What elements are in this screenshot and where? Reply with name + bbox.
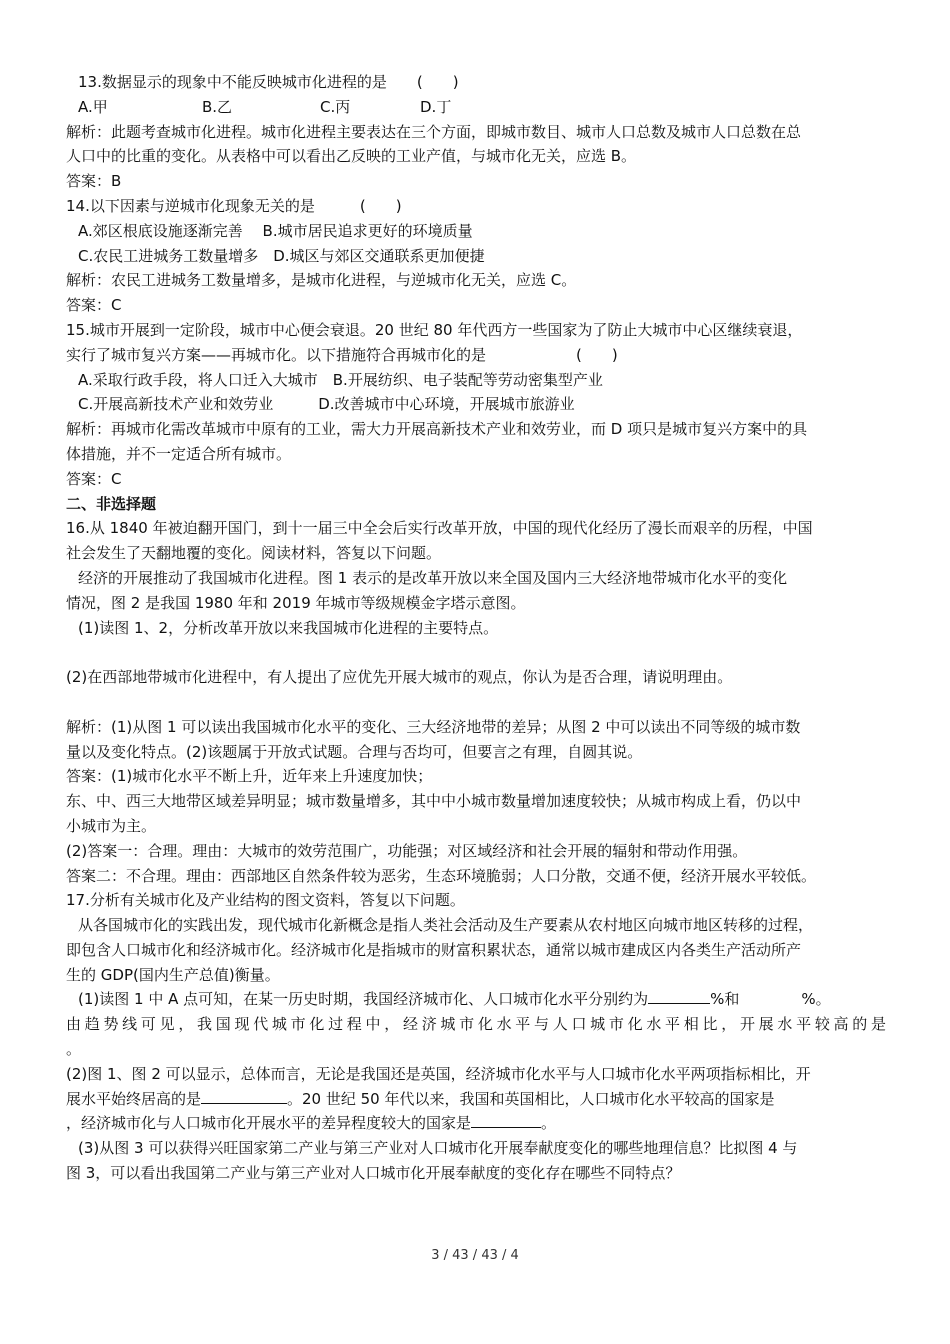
q16-answer-line3: 小城市为主。 bbox=[66, 816, 157, 835]
answer-blank[interactable] bbox=[648, 988, 710, 1004]
q13-option-c: C.丙 bbox=[320, 97, 351, 116]
q17-sub2-line2 bbox=[66, 1087, 886, 1112]
q15-stem-line1: 15.城市开展到一定阶段，城市中心便会衰退。20 世纪 80 年代西方一些国家为了防止大城市中心区继续衰退， bbox=[66, 320, 803, 339]
q17-stem: 17.分析有关城市化及产业结构的图文资料，答复以下问题。 bbox=[66, 891, 465, 910]
q15-options-line1: A.采取行政手段，将人口迁入大城市 B.开展纺织、电子装配等劳动密集型产业 bbox=[78, 370, 603, 389]
q17-sub1-line3: 。 bbox=[66, 1040, 82, 1059]
q14-stem: 14.以下因素与逆城市化现象无关的是 ( ) bbox=[66, 196, 402, 215]
q14-options-line1: A.郊区根底设施逐渐完善 B.城市居民追求更好的环境质量 bbox=[78, 221, 473, 240]
q17-sub2-text-a: 展水平始终居高的是 bbox=[66, 1089, 202, 1108]
q16-material-line2: 情况，图 2 是我国 1980 年和 2019 年城市等级规模金字塔示意图。 bbox=[66, 593, 526, 612]
q17-sub3-line2: 图 3，可以看出我国第二产业与第三产业对人口城市化开展奉献度的变化存在哪些不同特点？ bbox=[66, 1164, 681, 1183]
q17-sub1-line1 bbox=[66, 987, 886, 1012]
q16-answer-line4: (2)答案一：合理。理由：大城市的效劳范围广，功能强；对区域经济和社会开展的辐射和带动作用强。 bbox=[66, 841, 748, 860]
q16-analysis-line2: 量以及变化特点。(2)该题属于开放式试题。合理与否均可，但要言之有理，自圆其说。 bbox=[66, 742, 643, 761]
q13-analysis-line2: 人口中的比重的变化。从表格中可以看出乙反映的工业产值，与城市化无关，应选 B。 bbox=[66, 147, 637, 166]
q15-answer: 答案：C bbox=[66, 469, 122, 488]
q16-material-line1: 经济的开展推动了我国城市化进程。图 1 表示的是改革开放以来全国及国内三大经济地带城市化水平的变化 bbox=[78, 568, 788, 587]
q17-sub1-pct1: %和 bbox=[710, 990, 740, 1009]
q17-sub1-text: (1)读图 1 中 A 点可知，在某一历史时期，我国经济城市化、人口城市化水平分别约为 bbox=[78, 990, 649, 1009]
q17-sub1-pct2: %。 bbox=[801, 990, 831, 1009]
q17-sub2-text-c: ，经济城市化与人口城市化开展水平的差异程度较大的国家是 bbox=[66, 1114, 472, 1133]
q15-stem-line2: 实行了城市复兴方案——再城市化。以下措施符合再城市化的是 ( ) bbox=[66, 345, 618, 364]
q17-sub2-line1: (2)图 1、图 2 可以显示，总体而言，无论是我国还是英国，经济城市化水平与人口城市化水平两项指标相比，开 bbox=[66, 1064, 811, 1083]
q17-sub2-text-d: 。 bbox=[541, 1114, 557, 1133]
q17-sub3-line1: (3)从图 3 可以获得兴旺国家第二产业与第三产业对人口城市化开展奉献度变化的哪些地理信息？比拟图 4 与 bbox=[78, 1139, 798, 1158]
q15-analysis-line2: 体措施，并不一定适合所有城市。 bbox=[66, 444, 292, 463]
q17-sub2-line3 bbox=[66, 1111, 886, 1136]
q16-sub2: (2)在西部地带城市化进程中，有人提出了应优先开展大城市的观点，你认为是否合理，请说明理由。 bbox=[66, 668, 733, 687]
q17-material-line2: 即包含人口城市化和经济城市化。经济城市化是指城市的财富积累状态，通常以城市建成区内各类生产活动所产 bbox=[66, 940, 802, 959]
q16-answer-line5: 答案二：不合理。理由：西部地区自然条件较为恶劣，生态环境脆弱；人口分散，交通不便，经济开展水平较低。 bbox=[66, 866, 817, 885]
q17-material-line1: 从各国城市化的实践出发，现代城市化新概念是指人类社会活动及生产要素从农村地区向城市地区转移的过程， bbox=[78, 916, 814, 935]
q16-answer-line1: 答案：(1)城市化水平不断上升，近年来上升速度加快； bbox=[66, 767, 433, 786]
q17-material-line3: 生的 GDP(国内生产总值)衡量。 bbox=[66, 965, 280, 984]
q13-option-a: A.甲 bbox=[78, 97, 108, 116]
q16-sub1: (1)读图 1、2，分析改革开放以来我国城市化进程的主要特点。 bbox=[78, 618, 499, 637]
q15-options-line2: C.开展高新技术产业和效劳业 D.改善城市中心环境，开展城市旅游业 bbox=[78, 395, 575, 414]
q14-options-line2: C.农民工进城务工数量增多 D.城区与郊区交通联系更加便捷 bbox=[78, 246, 485, 265]
blank-line bbox=[66, 640, 886, 665]
q17-sub1-line2: 由趋势线可见，我国现代城市化过程中，经济城市化水平与人口城市化水平相比，开展水平较高的是 bbox=[66, 1015, 886, 1034]
answer-blank[interactable] bbox=[201, 1088, 287, 1104]
page-footer: 3 / 43 / 43 / 4 bbox=[431, 1248, 519, 1263]
q15-analysis-line1: 解析：再城市化需改革城市中原有的工业，需大力开展高新技术产业和效劳业，而 D 项只是城市复兴方案中的具 bbox=[66, 420, 808, 439]
q16-analysis-line1: 解析：(1)从图 1 可以读出我国城市化水平的变化、三大经济地带的差异；从图 2 中可以读出不同等级的城市数 bbox=[66, 717, 801, 736]
q14-analysis: 解析：农民工进城务工数量增多，是城市化进程，与逆城市化无关，应选 C。 bbox=[66, 271, 577, 290]
q13-options bbox=[66, 95, 886, 120]
q16-stem-line2: 社会发生了天翻地覆的变化。阅读材料，答复以下问题。 bbox=[66, 544, 442, 563]
q13-stem: 13.数据显示的现象中不能反映城市化进程的是 ( ) bbox=[78, 73, 459, 91]
blank-line bbox=[66, 690, 886, 715]
q13-analysis-line1: 解析：此题考查城市化进程。城市化进程主要表达在三个方面，即城市数目、城市人口总数及城市人口总数在总 bbox=[66, 122, 802, 141]
q16-stem-line1: 16.从 1840 年被迫翻开国门，到十一届三中全会后实行改革开放，中国的现代化经历了漫长而艰辛的历程，中国 bbox=[66, 519, 813, 538]
q13-option-b: B.乙 bbox=[202, 97, 233, 116]
answer-blank[interactable] bbox=[471, 1112, 541, 1128]
q16-answer-line2: 东、中、西三大地带区域差异明显；城市数量增多，其中中小城市数量增加速度较快；从城市构成上看，仍以中 bbox=[66, 792, 802, 811]
q14-answer: 答案：C bbox=[66, 296, 122, 315]
document-page bbox=[66, 70, 886, 1186]
q13-answer: 答案：B bbox=[66, 172, 122, 191]
q13-option-d: D.丁 bbox=[420, 97, 452, 116]
section-heading: 二、非选择题 bbox=[66, 494, 157, 513]
q17-sub2-text-b: 。20 世纪 50 年代以来，我国和英国相比，人口城市化水平较高的国家是 bbox=[287, 1089, 775, 1108]
